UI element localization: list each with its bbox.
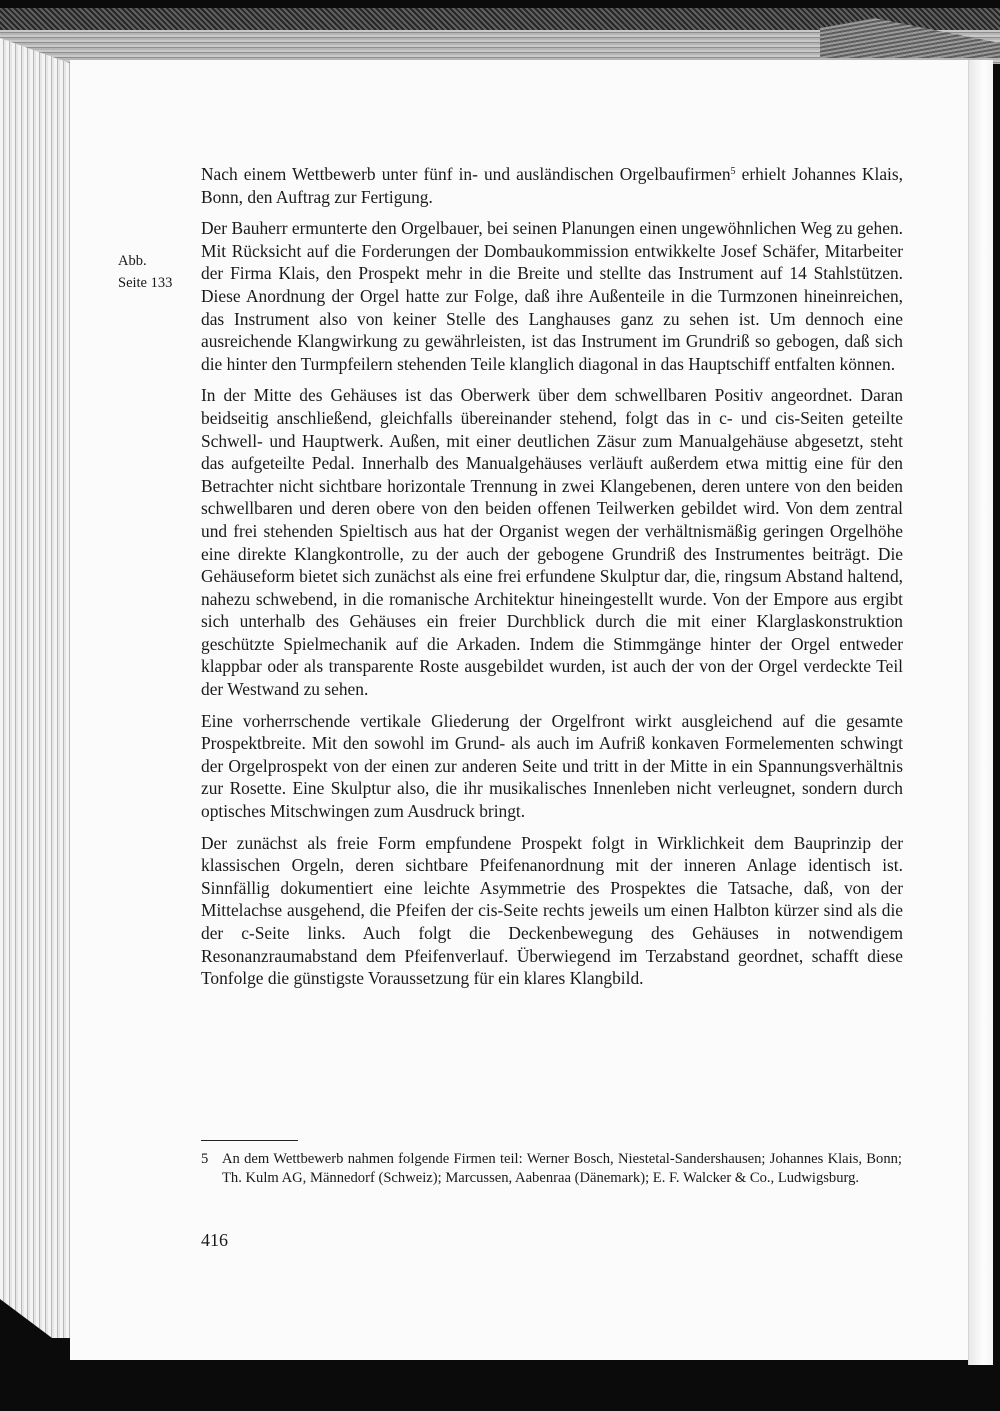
footnote-number: 5 [201,1151,209,1167]
page-fold-right [968,60,993,1365]
page-number: 416 [201,1230,228,1250]
paragraph-2: Der Bauherr ermunterte den Orgelbauer, bei seinen Planungen einen ungewöhnlichen Weg zu gehen. Mit Rücksicht auf die Forderungen der Dombaukommission entwikkelte Josef Schäfer, Mitarbeiter der Firma Klais, den Prospekt mehr in die Breite und stellte das Instrument auf 14 Stahlstützen. Diese Anordnung der Orgel hatte zur Folge, daß ihre Außenteile in die Turmzonen hineinreichen, das Instrument also von keiner Stelle des Langhauses ganz zu sehen ist. Um dennoch eine ausreichende Klangwirkung zu gewährleisten, ist das Instrument im Grundriß so gebogen, daß sich die hinter den Turmpfeilern stehenden Teile klanglich diagonal in das Hauptschiff entfalten können. [201,218,903,374]
footnote-divider [201,1140,298,1141]
margin-note-page-ref: Seite 133 [118,275,173,291]
paragraph-5: Der zunächst als freie Form empfundene Prospekt folgt in Wirklichkeit dem Bauprinzip der klassischen Orgeln, deren sichtbare Pfeifenanordnung mit der inneren Anlage identisch ist. Sinnfällig dokumentiert eine leichte Asymmetrie des Prospektes die Tatsache, daß, von der Mittelachse ausgehend, die Pfeifen der cis-Seite rechts jeweils um einen Halbton kürzer sind als die der c-Seite links. Auch folgt die Deckenbewegung des Gehäuses in notwendigem Resonanzraumabstand dem Pfeifenverlauf. Überwiegend im Terzabstand geordnet, schafft diese Tonfolge die günstigste Voraussetzung für ein klares Klangbild. [201,832,903,989]
page-stack-left [0,38,72,1338]
margin-note-label: Abb. [118,253,147,269]
footnote [201,1150,902,1188]
paragraph-1-text-cont: erhielt Johannes Klais, Bonn, den Auftrag zur Fertigung. [201,164,903,207]
paragraph-3: In der Mitte des Gehäuses ist das Oberwerk über dem schwellbaren Positiv angeordnet. Daran beidseitig anschließend, gleichfalls übereinander stehend, folgt das in c- und cis-Seiten geteilte Schwell- und Hauptwerk. Außen, mit einer deutlichen Zäsur zum Manualgehäuse abgesetzt, steht das aufgeteilte Pedal. Innerhalb des Manualgehäuses verläuft außerdem etwa mittig eine für den Betrachter nicht sichtbare horizontale Trennung in zwei Klangebenen, deren untere von den beiden schwellbaren und deren obere von den beiden offenen Teilwerken gebildet wird. Von dem zentral und frei stehenden Spieltisch aus hat der Organist wegen der verhältnismäßig geringen Orgelhöhe eine direkte Klangkontrolle, zu der auch der gebogene Grundriß des Instrumentes beiträgt. Die Gehäuseform bietet sich zunächst als eine frei erfundene Skulptur dar, die, ringsum Abstand haltend, nahezu schwebend, in die romanische Architektur hineingestellt wurde. Von der Empore aus ergibt sich unterhalb des Gehäuses ein freier Durchblick durch die mit einer Klarglaskonstruktion geschützte Spielmechanik auf die Arkaden. Indem die Stimmgänge hinter der Orgel entweder klappbar oder als transparente Roste ausgebildet wurden, ist auch der von der Orgel verdeckte Teil der Westwand zu sehen. [201,385,903,700]
margin-note [118,250,172,294]
footnote-text: An dem Wettbewerb nahmen folgende Firmen teil: Werner Bosch, Niestetal-Sandershausen; Johannes Klais, Bonn; Th. Kulm AG, Männedorf (Schweiz); Marcussen, Aabenraa (Dänemark); E. F. Walcker & Co., Ludwigsburg. [222,1151,902,1186]
paragraph-4: Eine vorherrschende vertikale Gliederung der Orgelfront wirkt ausgleichend auf die gesamte Prospektbreite. Mit den sowohl im Grund- als auch im Aufriß konkaven Formelementen schwingt der Orgelprospekt von der einen zur anderen Seite und tritt in der Mitte in ein Spannungsverhältnis zur Rosette. Eine Skulptur also, die ihr musikalisches Innenleben nicht verleugnet, sondern durch optisches Mitschwingen zum Ausdruck bringt. [201,710,903,822]
paragraph-1 [201,163,903,208]
footnote-reference[interactable]: 5 [730,166,736,177]
body-text [201,163,903,999]
paragraph-1-text: Nach einem Wettbewerb unter fünf in- und ausländischen Orgelbaufirmen [201,164,731,184]
